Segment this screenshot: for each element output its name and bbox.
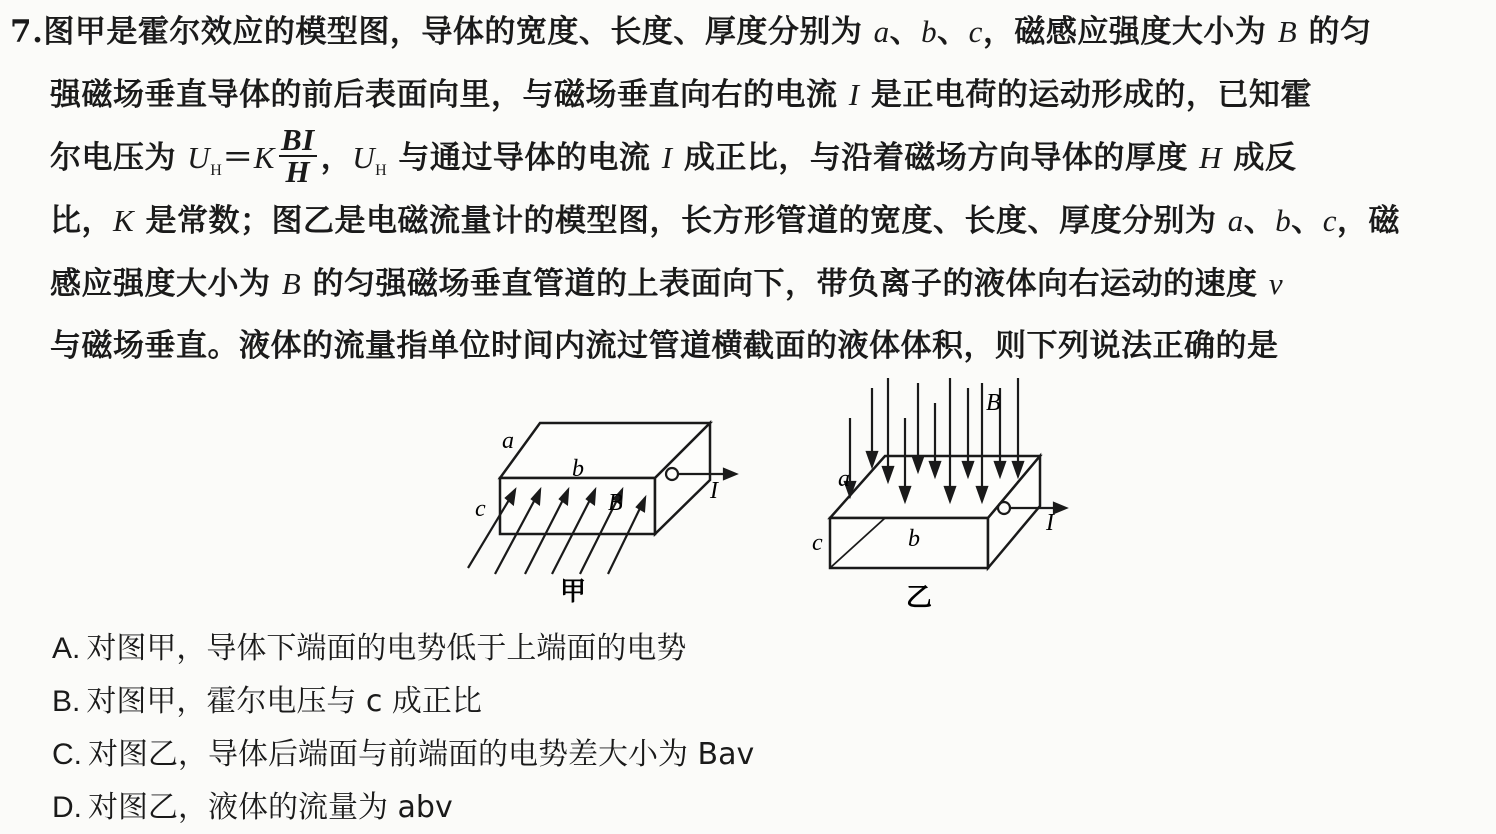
math-symbol: a [1227,203,1244,238]
fraction-denominator: H [285,153,311,189]
math-symbol: a [873,14,890,49]
stem-text: 、 [889,14,922,50]
math-symbol: b [1275,203,1292,238]
option-d-letter: D. [52,791,82,824]
label-I-yi: I [1046,510,1054,536]
symbol-uh: $U_H$ [352,140,388,180]
stem-line-2 [10,63,1486,126]
label-b-yi: b [908,526,920,552]
caption-yi: 乙 [906,583,933,613]
stem-line-3 [10,121,1486,189]
stem-text: ＝ [222,140,254,176]
math-symbol: c [968,14,983,49]
stem-text: 图甲是霍尔效应的模型图，导体的宽度、长度、厚度分别为 [43,14,874,50]
math-symbol: I [661,140,673,175]
stem-line-4 [10,189,1486,252]
figures [440,368,1120,618]
stem-text: 与通过导体的电流 [387,140,662,176]
label-a-yi: a [838,466,850,492]
option-d-text: 对图乙，液体的流量为 abv [88,790,453,825]
stem-text: 、 [1291,203,1323,239]
label-c-jia: c [475,496,486,522]
math-symbol: I [848,77,860,112]
hall-voltage-fraction [279,121,317,189]
math-symbol: K [113,203,135,238]
math-symbol: K [253,140,275,175]
stem-line-1 [10,0,1486,63]
stem-text: 是常数；图乙是电磁流量计的模型图，长方形管道的宽度、长度、厚度分别为 [134,203,1228,239]
math-symbol: B [1277,14,1298,49]
stem-line-1-text [43,14,1371,50]
stem-line-5 [10,252,1486,315]
option-a-text: 对图甲，导体下端面的电势低于上端面的电势 [86,631,687,666]
stem-text: 、 [937,14,969,50]
math-symbol: H [1199,140,1223,175]
option-b-letter: B. [52,685,81,718]
option-b-text: 对图甲，霍尔电压与 c 成正比 [86,684,482,719]
stem-text: 是正电荷的运动形成的，已知霍 [859,77,1312,113]
math-symbol: c [1322,203,1338,238]
stem-text: 与磁场垂直。液体的流量指单位时间内流过管道横截面的液体体积，则下列说法正确的是 [50,328,1279,364]
question-number: 7. [10,14,44,50]
caption-jia: 甲 [560,577,587,607]
math-symbol: b [921,14,938,49]
stem-text: 的匀强磁场垂直管道的上表面向下，带负离子的液体向右运动的速度 [301,266,1269,302]
option-b[interactable] [52,675,1452,728]
stem-text: 强磁场垂直导体的前后表面向里，与磁场垂直向右的电流 [50,77,849,113]
math-symbol: v [1268,266,1284,301]
stem-text: 成反 [1222,140,1297,176]
figure-yi-flowmeter [810,368,1110,618]
option-c-text: 对图乙，导体后端面与前端面的电势差大小为 Bav [88,737,755,772]
question-stem [10,0,1486,378]
stem-text: 成正比，与沿着磁场方向导体的厚度 [672,140,1200,176]
option-d[interactable] [52,781,1452,834]
answer-options [52,622,1452,834]
stem-text: 尔电压为 [50,140,188,176]
option-c[interactable] [52,728,1452,781]
stem-text: ，磁 [1337,203,1401,239]
label-I-jia: I [710,478,718,504]
fraction-numerator: BI [280,121,315,157]
stem-text: 比， [50,203,113,239]
option-c-letter: C. [52,738,82,771]
label-b-jia: b [572,456,584,482]
stem-text: 、 [1243,203,1276,239]
math-symbol: B [281,266,302,301]
label-a-jia: a [502,428,514,454]
stem-text: 的匀 [1297,14,1372,50]
stem-text: 感应强度大小为 [50,266,282,302]
figure-jia-hall-effect [440,368,760,618]
symbol-uh: $U_H$ [187,140,223,180]
label-c-yi: c [812,530,823,556]
label-B-yi: B [986,390,1001,416]
option-a-letter: A. [52,632,81,665]
option-a[interactable] [52,622,1452,675]
label-B-jia: B [608,490,623,516]
stem-text: ， [320,140,353,176]
stem-text: ，磁感应强度大小为 [982,14,1278,50]
